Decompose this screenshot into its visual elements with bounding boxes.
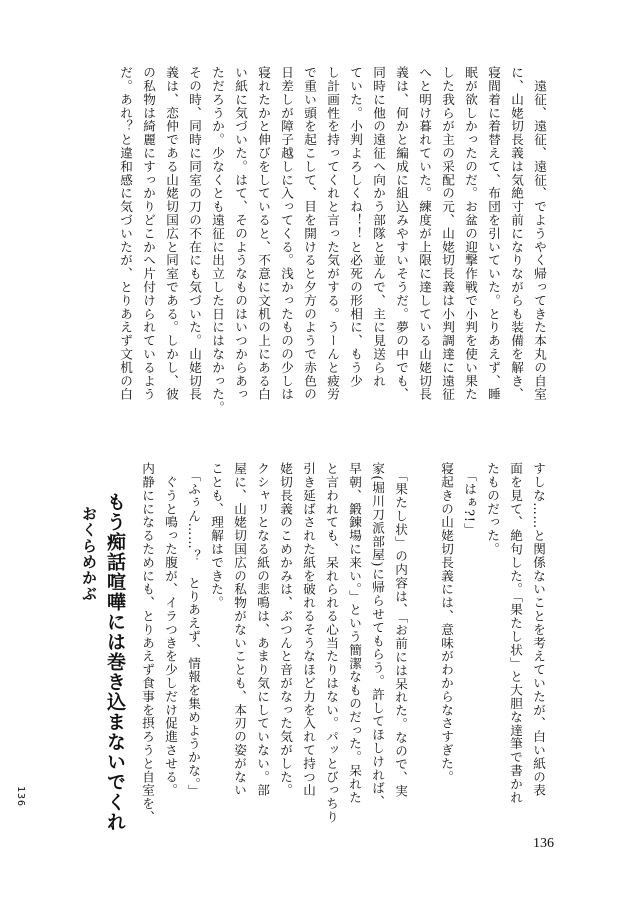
- text-line: ことも、理解はできた。: [209, 462, 224, 610]
- text-line: 「ふぅん……？ とりあえず、情報を集めようかな。」: [186, 462, 201, 798]
- text-line: 寝起きの山姥切長義には、意味がわからなさすぎた。: [439, 462, 454, 784]
- text-line: した我らが主の采配の元、山姥切長義は小判調達に遠征: [440, 66, 455, 401]
- story-title: もう痴話喧嘩には巻き込まないでくれ: [104, 492, 126, 832]
- text-line: [113, 66, 114, 428]
- text-line: 屋に、山姥切国広の私物がないことも、本刃の姿がない: [232, 462, 247, 797]
- text-line: 同時に他の遠征へ向かう部隊と並んで、主に見送られ: [371, 66, 386, 388]
- text-line: 遠征、遠征、遠征、でようやく帰ってきた本丸の自室: [532, 66, 547, 401]
- text-line: 義は、恋仲である山姥切国広と同室である。しかし、彼: [164, 66, 179, 401]
- text-line: たものだった。: [485, 462, 500, 556]
- text-line: 内静にになるためにも、とりあえず食事を摂ろうと自室を、: [140, 462, 155, 824]
- text-line: し計画性を持ってくれと言った気がする。うーんと疲労: [325, 66, 340, 401]
- text-line: すしな……と関係ないことを考えていたが、白い紙の表: [531, 462, 546, 797]
- text-line: 家(堀川刀派部屋)に帰らせてもらう。許してほしければ、: [370, 462, 385, 809]
- text-line: い紙に気づいた。はて、そのようなものはいつからあっ: [233, 66, 248, 401]
- text-line: 寝間着に着替えて、布団を引いていた。とりあえず、睡: [486, 66, 501, 401]
- text-line: 日差しが障子越しに入ってくる。浅かったものの少しは: [279, 66, 294, 401]
- text-line: へと明け暮れていた。練度が上限に達している山姥切長: [417, 66, 432, 401]
- text-line: ぐうと鳴った腹が、イラつきを少しだけ促進させる。: [163, 462, 178, 797]
- text-line: 「果たし状」の内容は、「お前には呆れた。なので、実: [393, 462, 408, 798]
- lower-text-block: [140, 462, 550, 827]
- text-line: で重い頭を起こして、目を開けると夕方のようで赤色の: [302, 66, 317, 401]
- story-author: おくらめかぶ: [80, 506, 98, 602]
- text-line: の私物は綺麗にすっかりどこかへ片付けられているよう: [141, 66, 156, 401]
- text-line: ていた。小判よろしくね！！と必死の形相に、もう少: [348, 66, 363, 388]
- side-page-number: 136: [15, 786, 26, 808]
- page-number: 136: [533, 836, 554, 851]
- upper-text-block: [113, 66, 551, 428]
- text-line: 眠が欲しかったのだ。お盆の迎撃作戦で小判を使い果た: [463, 66, 478, 401]
- text-line: 引き延ばされた紙を破れるそうなほど力を入れて持つ山: [301, 462, 316, 797]
- text-line: 面を見て、絶句した。「果たし状」と大胆な達筆で書かれ: [508, 462, 523, 805]
- text-line: その時、同時に同室の刀の不在にも気づいた。山姥切長: [187, 66, 202, 401]
- text-line: 「はぁ?!」: [462, 462, 477, 537]
- text-line: と言われても、呆れられる心当たりはない。パッとびっちり: [324, 462, 339, 824]
- text-line: だ。あれ？と違和感に気づいたが、とりあえず文机の白: [118, 66, 133, 401]
- text-line: クシャリとなる紙の悲鳴は、あまり気にしていない。部: [255, 462, 270, 797]
- text-line: 早朝、鍛錬場に来い。」という簡潔なものだった。呆れた: [347, 462, 362, 805]
- text-line: 義は、何かと編成に組込みやすいそうだ。夢の中でも、: [394, 66, 409, 401]
- story-heading: [70, 492, 128, 832]
- text-line: に、山姥切長義は気絶寸前になりながらも装備を解き、: [509, 66, 524, 401]
- text-line: 寝れたかと伸びをしていると、不意に文机の上にある白: [256, 66, 271, 401]
- text-line: ただろうか。少なくとも遠征に出立した日にはなかった。: [210, 66, 225, 415]
- text-line: [412, 462, 435, 827]
- text-line: 姥切長義のこめかみは、ぶつんと音がなった気がした。: [278, 462, 293, 797]
